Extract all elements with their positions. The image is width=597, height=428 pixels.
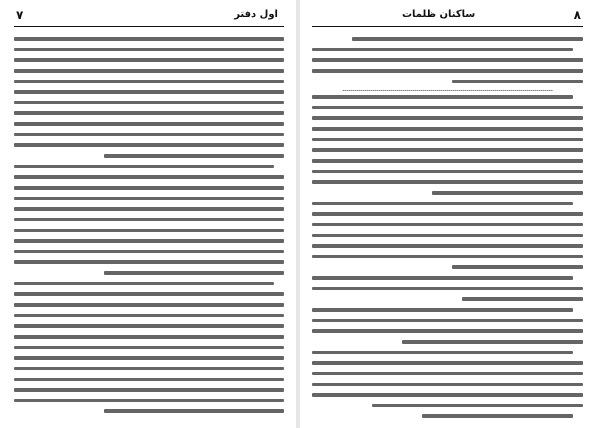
text-line <box>312 106 583 110</box>
text-line <box>312 127 583 131</box>
text-line <box>312 223 583 227</box>
text-line <box>312 69 583 73</box>
right-page-number: ۸ <box>573 8 581 22</box>
text-line <box>312 308 573 312</box>
text-line <box>312 58 583 62</box>
text-line <box>312 319 583 323</box>
text-line <box>14 292 284 296</box>
text-line <box>312 95 573 99</box>
text-line <box>462 297 583 301</box>
text-line <box>104 271 284 275</box>
text-line <box>312 202 573 206</box>
text-line <box>104 154 284 158</box>
right-page-body <box>312 37 583 418</box>
text-line <box>14 165 274 169</box>
text-line <box>14 133 284 137</box>
left-page <box>0 0 296 428</box>
text-line <box>14 48 284 52</box>
text-line <box>312 212 583 216</box>
text-line <box>312 148 583 152</box>
text-line <box>14 239 284 243</box>
text-line <box>312 329 583 333</box>
text-line <box>432 191 583 195</box>
text-line <box>14 346 284 350</box>
text-line <box>14 80 284 84</box>
text-line <box>14 111 284 115</box>
text-line <box>312 383 583 387</box>
text-line <box>312 244 583 248</box>
text-line <box>14 37 284 41</box>
text-line <box>14 186 284 190</box>
text-line <box>312 180 583 184</box>
text-line <box>312 170 583 174</box>
text-line <box>14 143 284 147</box>
left-page-number: ۷ <box>16 8 24 22</box>
text-line <box>14 122 284 126</box>
text-line <box>14 69 284 73</box>
text-line <box>312 255 583 259</box>
text-line <box>312 361 583 365</box>
left-page-body <box>14 37 284 413</box>
text-line <box>14 90 284 94</box>
text-line <box>312 372 583 376</box>
separator-rule <box>342 90 553 91</box>
text-line <box>352 37 583 41</box>
text-line <box>312 159 583 163</box>
text-line <box>14 101 284 105</box>
text-line <box>312 138 583 142</box>
text-line <box>452 80 583 84</box>
text-line <box>14 303 284 307</box>
text-line <box>312 116 583 120</box>
text-line <box>402 340 583 344</box>
text-line <box>14 388 284 392</box>
text-line <box>312 351 573 355</box>
text-line <box>14 324 284 328</box>
text-line <box>312 287 583 291</box>
text-line <box>14 399 284 403</box>
text-line <box>312 276 573 280</box>
right-page-header <box>312 8 583 27</box>
text-line <box>104 409 284 413</box>
text-line <box>14 197 284 201</box>
right-page <box>300 0 597 428</box>
right-running-title: ساکنان ظلمات <box>402 9 476 20</box>
text-line <box>312 48 573 52</box>
text-line <box>422 414 573 418</box>
text-line <box>14 58 284 62</box>
text-line <box>312 234 583 238</box>
left-running-title: اول دفتر <box>234 9 278 20</box>
text-line <box>14 260 284 264</box>
text-line <box>14 356 284 360</box>
text-line <box>312 393 583 397</box>
text-line <box>14 335 284 339</box>
text-line <box>372 404 583 408</box>
text-line <box>14 175 284 179</box>
text-line <box>452 265 583 269</box>
text-line <box>14 207 284 211</box>
text-line <box>14 218 284 222</box>
text-line <box>14 229 284 233</box>
text-line <box>14 282 274 286</box>
text-line <box>14 250 284 254</box>
text-line <box>14 367 284 371</box>
text-line <box>14 378 284 382</box>
text-line <box>14 314 284 318</box>
left-page-header <box>14 8 284 27</box>
